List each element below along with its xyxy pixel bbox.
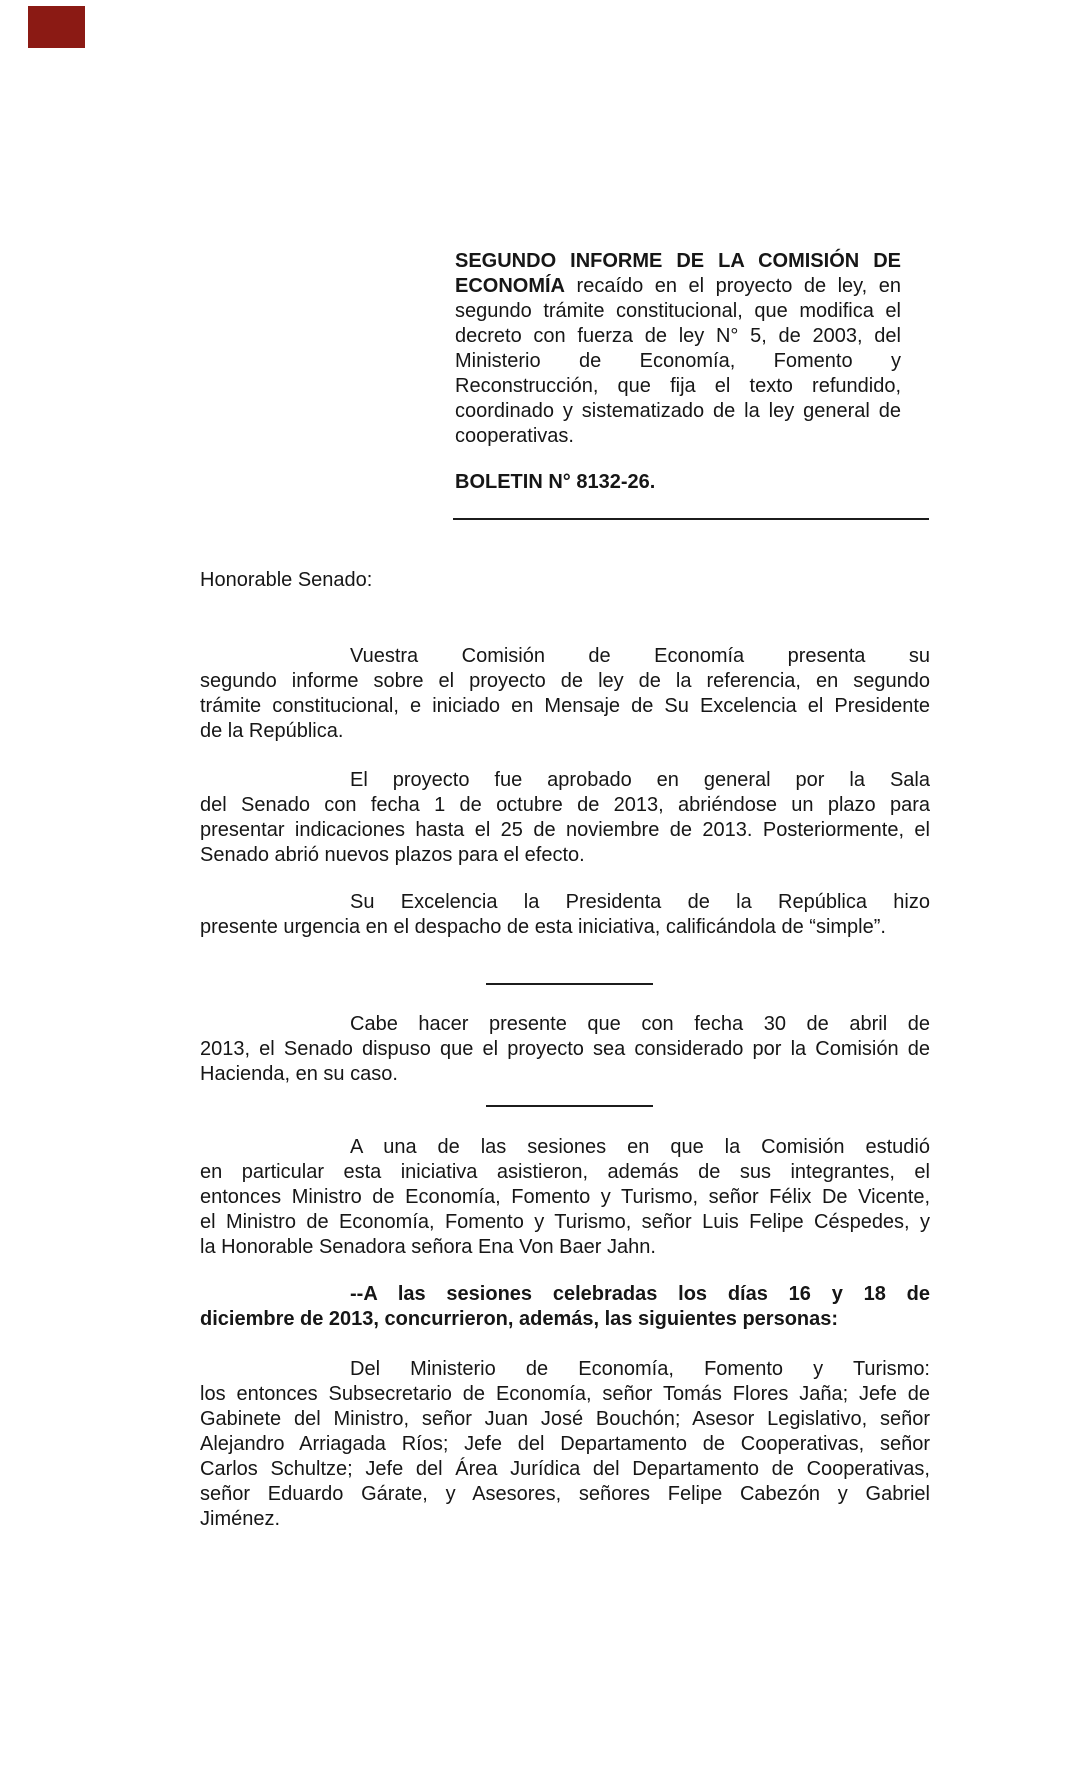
title-line: Ministerio de Economía, Fomento y [455, 350, 901, 372]
text-line: --A las sesiones celebradas los días 16 y 18 de [350, 1283, 930, 1305]
text-line: presente urgencia en el despacho de esta iniciativa, calificándola de “simple”. [200, 916, 886, 938]
text-line: de la República. [200, 720, 344, 742]
text-line: señor Eduardo Gárate, y Asesores, señores Felipe Cabezón y Gabriel [200, 1483, 930, 1505]
title-line: coordinado y sistematizado de la ley general de [455, 400, 901, 422]
text-line: Senado abrió nuevos plazos para el efecto. [200, 844, 585, 866]
separator-rule-short [486, 983, 653, 985]
paragraph-7 [200, 1357, 930, 1532]
paragraph-1 [200, 644, 930, 744]
text-line: los entonces Subsecretario de Economía, señor Tomás Flores Jaña; Jefe de [200, 1383, 930, 1405]
text-line: presentar indicaciones hasta el 25 de noviembre de 2013. Posteriormente, el [200, 819, 930, 841]
title-bold-word: ECONOMÍA [455, 275, 565, 297]
text-line: del Senado con fecha 1 de octubre de 2013, abriéndose un plazo para [200, 794, 930, 816]
title-line: SEGUNDO INFORME DE LA COMISIÓN DE [455, 250, 901, 272]
title-line: decreto con fuerza de ley N° 5, de 2003, del [455, 325, 901, 347]
text-line: Carlos Schultze; Jefe del Área Jurídica del Departamento de Cooperativas, [200, 1458, 930, 1480]
text-line: Gabinete del Ministro, señor Juan José Bouchón; Asesor Legislativo, señor [200, 1408, 930, 1430]
text-line: entonces Ministro de Economía, Fomento y Turismo, señor Félix De Vicente, [200, 1186, 930, 1208]
title-line: Reconstrucción, que fija el texto refundido, [455, 375, 901, 397]
text-line: la Honorable Senadora señora Ena Von Baer Jahn. [200, 1236, 656, 1258]
paragraph-2 [200, 768, 930, 868]
separator-rule-short [486, 1105, 653, 1107]
text-line: el Ministro de Economía, Fomento y Turismo, señor Luis Felipe Céspedes, y [200, 1211, 930, 1233]
text-line: El proyecto fue aprobado en general por la Sala [350, 769, 930, 791]
paragraph-6-bold [200, 1282, 930, 1332]
paragraph-5 [200, 1135, 930, 1260]
title-line: segundo trámite constitucional, que modifica el [455, 300, 901, 322]
text-line: Cabe hacer presente que con fecha 30 de abril de [350, 1013, 930, 1035]
salutation: Honorable Senado: [200, 569, 373, 591]
text-line: segundo informe sobre el proyecto de ley de la referencia, en segundo [200, 670, 930, 692]
text-line: Alejandro Arriagada Ríos; Jefe del Departamento de Cooperativas, señor [200, 1433, 930, 1455]
text-line: Su Excelencia la Presidenta de la República hizo [350, 891, 930, 913]
text-line: Vuestra Comisión de Economía presenta su [350, 645, 930, 667]
text-line: trámite constitucional, e iniciado en Mensaje de Su Excelencia el Presidente [200, 695, 930, 717]
text-line: 2013, el Senado dispuso que el proyecto sea considerado por la Comisión de [200, 1038, 930, 1060]
text-line: diciembre de 2013, concurrieron, además, las siguientes personas: [200, 1308, 839, 1330]
page-corner-stamp [28, 6, 85, 48]
paragraph-4 [200, 1012, 930, 1087]
paragraph-3 [200, 890, 930, 940]
title-line-rest: recaído en el proyecto de ley, en [576, 275, 902, 297]
text-line: Del Ministerio de Economía, Fomento y Turismo: [350, 1358, 930, 1380]
title-line: cooperativas. [455, 425, 574, 447]
boletin-number: BOLETIN N° 8132-26. [455, 471, 656, 493]
text-line: Jiménez. [200, 1508, 281, 1530]
title-line [455, 274, 901, 299]
separator-rule-long [453, 518, 929, 520]
title-block [455, 249, 901, 449]
text-line: en particular esta iniciativa asistieron, además de sus integrantes, el [200, 1161, 930, 1183]
text-line: Hacienda, en su caso. [200, 1063, 398, 1085]
text-line: A una de las sesiones en que la Comisión estudió [350, 1136, 930, 1158]
